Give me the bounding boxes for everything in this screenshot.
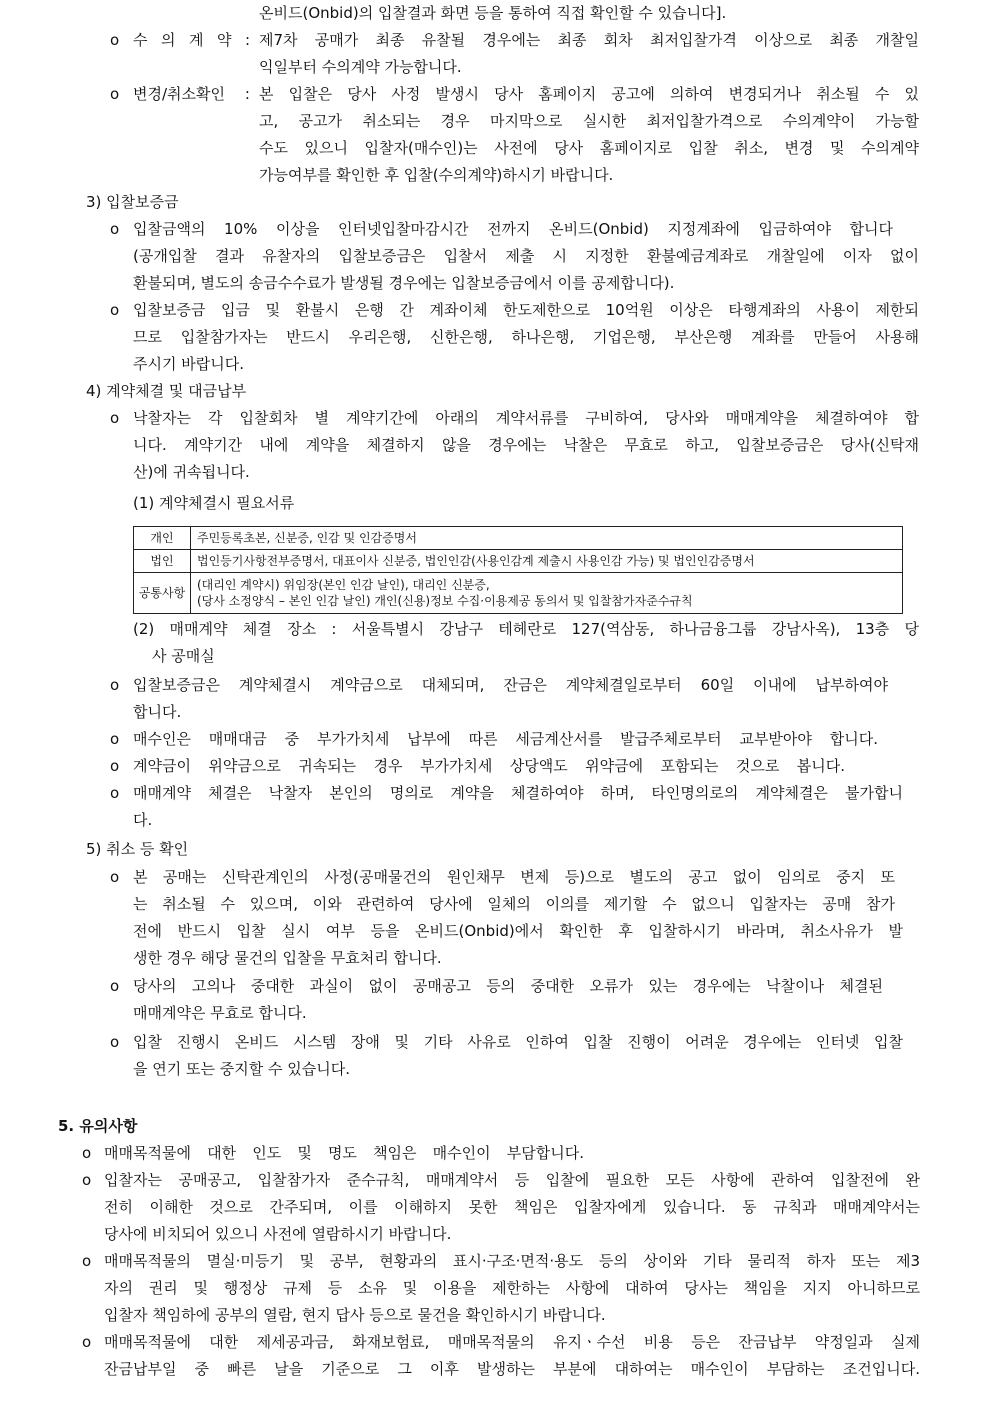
- bullet-marker: o: [110, 409, 120, 427]
- table-cell-key: 개인: [134, 527, 191, 550]
- bullet-marker: o: [110, 1033, 120, 1051]
- table-cell-value: [191, 573, 903, 614]
- s5-b2-line-3: 당사에 비치되어 있으니 사전에 열람하시기 바랍니다.: [104, 1225, 452, 1243]
- contract-pay-b5-line-1: 매매계약 체결은 낙찰자 본인의 명의로 계약을 체결하여야 하며, 타인명의로의 계약체결은 불가합니: [133, 784, 903, 802]
- bullet-marker: o: [82, 1333, 92, 1351]
- table-cell-key: 공통사항: [134, 573, 191, 614]
- cancel-b1-line-2: 는 취소될 수 있으며, 이와 관련하여 당사에 일체의 이의를 제기할 수 없으니 입찰자는 공매 참가: [133, 895, 895, 913]
- table-cell-value: 법인등기사항전부증명서, 대표이사 신분증, 법인인감(사용인감계 제출시 사용인감 가능) 및 법인인감증명서: [191, 550, 903, 573]
- bullet-marker: o: [110, 868, 120, 886]
- change-line-1: 본 입찰은 당사 사정 발생시 당사 홈페이지 공고에 의하여 변경되거나 취소될 수 있: [259, 85, 919, 103]
- bullet-marker: o: [110, 31, 120, 49]
- deposit-b1-line-3: 환불되며, 별도의 송금수수료가 발생될 경우에는 입찰보증금에서 이를 공제합니다).: [133, 274, 675, 292]
- required-docs-table: [133, 526, 903, 614]
- onbid-result-line: 온비드(Onbid)의 입찰결과 화면 등을 통하여 직접 확인할 수 있습니다].: [259, 4, 727, 22]
- contract-line-1: 제7차 공매가 최종 유찰될 경우에는 최종 회차 최저입찰가격 이상으로 최종 개찰일: [259, 31, 919, 49]
- contract-pay-heading: 4) 계약체결 및 대금납부: [86, 382, 247, 400]
- s5-b3-line-2: 자의 권리 및 행정상 규제 등 소유 및 이용을 제한하는 사항에 대하여 당사는 책임을 지지 아니하므로: [104, 1279, 920, 1297]
- bullet-marker: o: [82, 1144, 92, 1162]
- contract-pay-b2-line-2: 합니다.: [133, 703, 182, 721]
- contract-pay-b5-line-2: 다.: [133, 811, 153, 829]
- table-cell-value: 주민등록초본, 신분증, 인감 및 인감증명서: [191, 527, 903, 550]
- s5-b3-line-3: 입찰자 책임하에 공부의 열람, 현지 답사 등으로 물건을 확인하시기 바랍니다.: [104, 1306, 606, 1324]
- deposit-heading: 3) 입찰보증금: [86, 193, 179, 211]
- cancel-heading: 5) 취소 등 확인: [86, 840, 189, 858]
- table-cell-key: 법인: [134, 550, 191, 573]
- bullet-marker: o: [110, 676, 120, 694]
- contract-pay-b2-line-1: 입찰보증금은 계약체결시 계약금으로 대체되며, 잔금은 계약체결일로부터 60일 이내에 납부하여야: [133, 676, 888, 694]
- deposit-b2-line-1: 입찰보증금 입금 및 환불시 은행 간 계좌이체 한도제한으로 10억원 이상은 타행계좌의 사용이 제한되: [133, 301, 919, 319]
- cancel-b2-line-1: 당사의 고의나 중대한 과실이 없이 공매공고 등의 중대한 오류가 있는 경우에는 낙찰이나 체결된: [133, 977, 883, 995]
- s5-b1: 매매목적물에 대한 인도 및 명도 책임은 매수인이 부담합니다.: [104, 1144, 584, 1162]
- contract-pay-b1-line-2: 니다. 계약기간 내에 계약을 체결하지 않을 경우에는 낙찰은 무효로 하고, 입찰보증금은 당사(신탁재: [133, 436, 919, 454]
- table-cell-line: (대리인 계약시) 위임장(본인 인감 날인), 대리인 신분증,: [197, 578, 490, 592]
- deposit-b2-line-2: 므로 입찰참가자는 반드시 우리은행, 신한은행, 하나은행, 기업은행, 부산은행 계좌를 만들어 사용해: [133, 328, 919, 346]
- s5-b3-line-1: 매매목적물의 멸실·미등기 및 공부, 현황과의 표시·구조·면적·용도 등의 상이와 기타 물리적 하자 또는 제3: [104, 1252, 920, 1270]
- deposit-b2-line-3: 주시기 바랍니다.: [133, 355, 244, 373]
- change-line-2: 고, 공고가 취소되는 경우 마지막으로 실시한 최저입찰가격으로 수의계약이 가능할: [259, 112, 919, 130]
- table-row: [134, 573, 903, 614]
- bullet-marker: o: [110, 220, 120, 238]
- bullet-marker: o: [110, 977, 120, 995]
- contract-label: 수 의 계 약 :: [133, 31, 250, 49]
- cancel-b2-line-2: 매매계약은 무효로 합니다.: [133, 1004, 307, 1022]
- table-cell-line: (당사 소정양식 – 본인 인감 날인) 개인(신용)정보 수집·이용제공 동의서 및 입찰참가자준수규칙: [197, 594, 693, 608]
- change-line-3: 수도 있으니 입찰자(매수인)는 사전에 당사 홈페이지로 입찰 취소, 변경 및 수의계약: [259, 139, 919, 157]
- s5-b2-line-2: 전히 이해한 것으로 간주되며, 이를 이해하지 못한 책임은 입찰자에게 있습니다. 동 규칙과 매매계약서는: [104, 1198, 920, 1216]
- bullet-marker: o: [110, 784, 120, 802]
- contract-place-line-2: 사 공매실: [152, 647, 215, 665]
- contract-pay-b4: 계약금이 위약금으로 귀속되는 경우 부가가치세 상당액도 위약금에 포함되는 것으로 봅니다.: [133, 757, 845, 775]
- contract-pay-b1-line-3: 산)에 귀속됩니다.: [133, 463, 250, 481]
- bullet-marker: o: [110, 757, 120, 775]
- s5-b2-line-1: 입찰자는 공매공고, 입찰참가자 준수규칙, 매매계약서 등 입찰에 필요한 모든 사항에 관하여 입찰전에 완: [104, 1171, 920, 1189]
- cancel-b3-line-2: 을 연기 또는 중지할 수 있습니다.: [133, 1060, 350, 1078]
- bullet-marker: o: [110, 301, 120, 319]
- cancel-b1-line-4: 생한 경우 해당 물건의 입찰을 무효처리 합니다.: [133, 949, 442, 967]
- contract-pay-b1-line-1: 낙찰자는 각 입찰회차 별 계약기간에 아래의 계약서류를 구비하여, 당사와 매매계약을 체결하여야 합: [133, 409, 919, 427]
- table-row: [134, 527, 903, 550]
- cancel-b3-line-1: 입찰 진행시 온비드 시스템 장애 및 기타 사유로 인하여 입찰 진행이 어려운 경우에는 인터넷 입찰: [133, 1033, 903, 1051]
- contract-line-2: 익일부터 수의계약 가능합니다.: [259, 58, 462, 76]
- table-row: [134, 550, 903, 573]
- deposit-b1-line-1: 입찰금액의 10% 이상을 인터넷입찰마감시간 전까지 온비드(Onbid) 지정계좌에 입금하여야 합니다: [133, 220, 893, 238]
- section-5-heading: 5. 유의사항: [58, 1117, 138, 1135]
- s5-b4-line-2: 잔금납부일 중 빠른 날을 기준으로 그 이후 발생하는 부분에 대하여는 매수인이 부담하는 조건입니다.: [104, 1360, 920, 1378]
- change-label: 변경/취소확인 :: [133, 85, 250, 103]
- bullet-marker: o: [110, 730, 120, 748]
- bullet-marker: o: [110, 85, 120, 103]
- cancel-b1-line-3: 전에 반드시 입찰 실시 여부 등을 온비드(Onbid)에서 확인한 후 입찰하시기 바라며, 취소사유가 발: [133, 922, 903, 940]
- bullet-marker: o: [82, 1252, 92, 1270]
- deposit-b1-line-2: (공개입찰 결과 유찰자의 입찰보증금은 입찰서 제출 시 지정한 환불예금계좌로 개찰일에 이자 없이: [133, 247, 919, 265]
- contract-place-line-1: (2) 매매계약 체결 장소 : 서울특별시 강남구 테헤란로 127(역삼동, 하나금융그룹 강남사옥), 13층 당: [133, 620, 919, 638]
- change-line-4: 가능여부를 확인한 후 입찰(수의계약)하시기 바랍니다.: [259, 166, 614, 184]
- cancel-b1-line-1: 본 공매는 신탁관계인의 사정(공매물건의 원인채무 변제 등)으로 별도의 공고 없이 임의로 중지 또: [133, 868, 895, 886]
- required-docs-heading: (1) 계약체결시 필요서류: [133, 494, 295, 512]
- contract-pay-b3: 매수인은 매매대금 중 부가가치세 납부에 따른 세금계산서를 발급주체로부터 교부받아야 합니다.: [133, 730, 878, 748]
- bullet-marker: o: [82, 1171, 92, 1189]
- s5-b4-line-1: 매매목적물에 대한 제세공과금, 화재보험료, 매매목적물의 유지ㆍ수선 비용 등은 잔금납부 약정일과 실제: [104, 1333, 920, 1351]
